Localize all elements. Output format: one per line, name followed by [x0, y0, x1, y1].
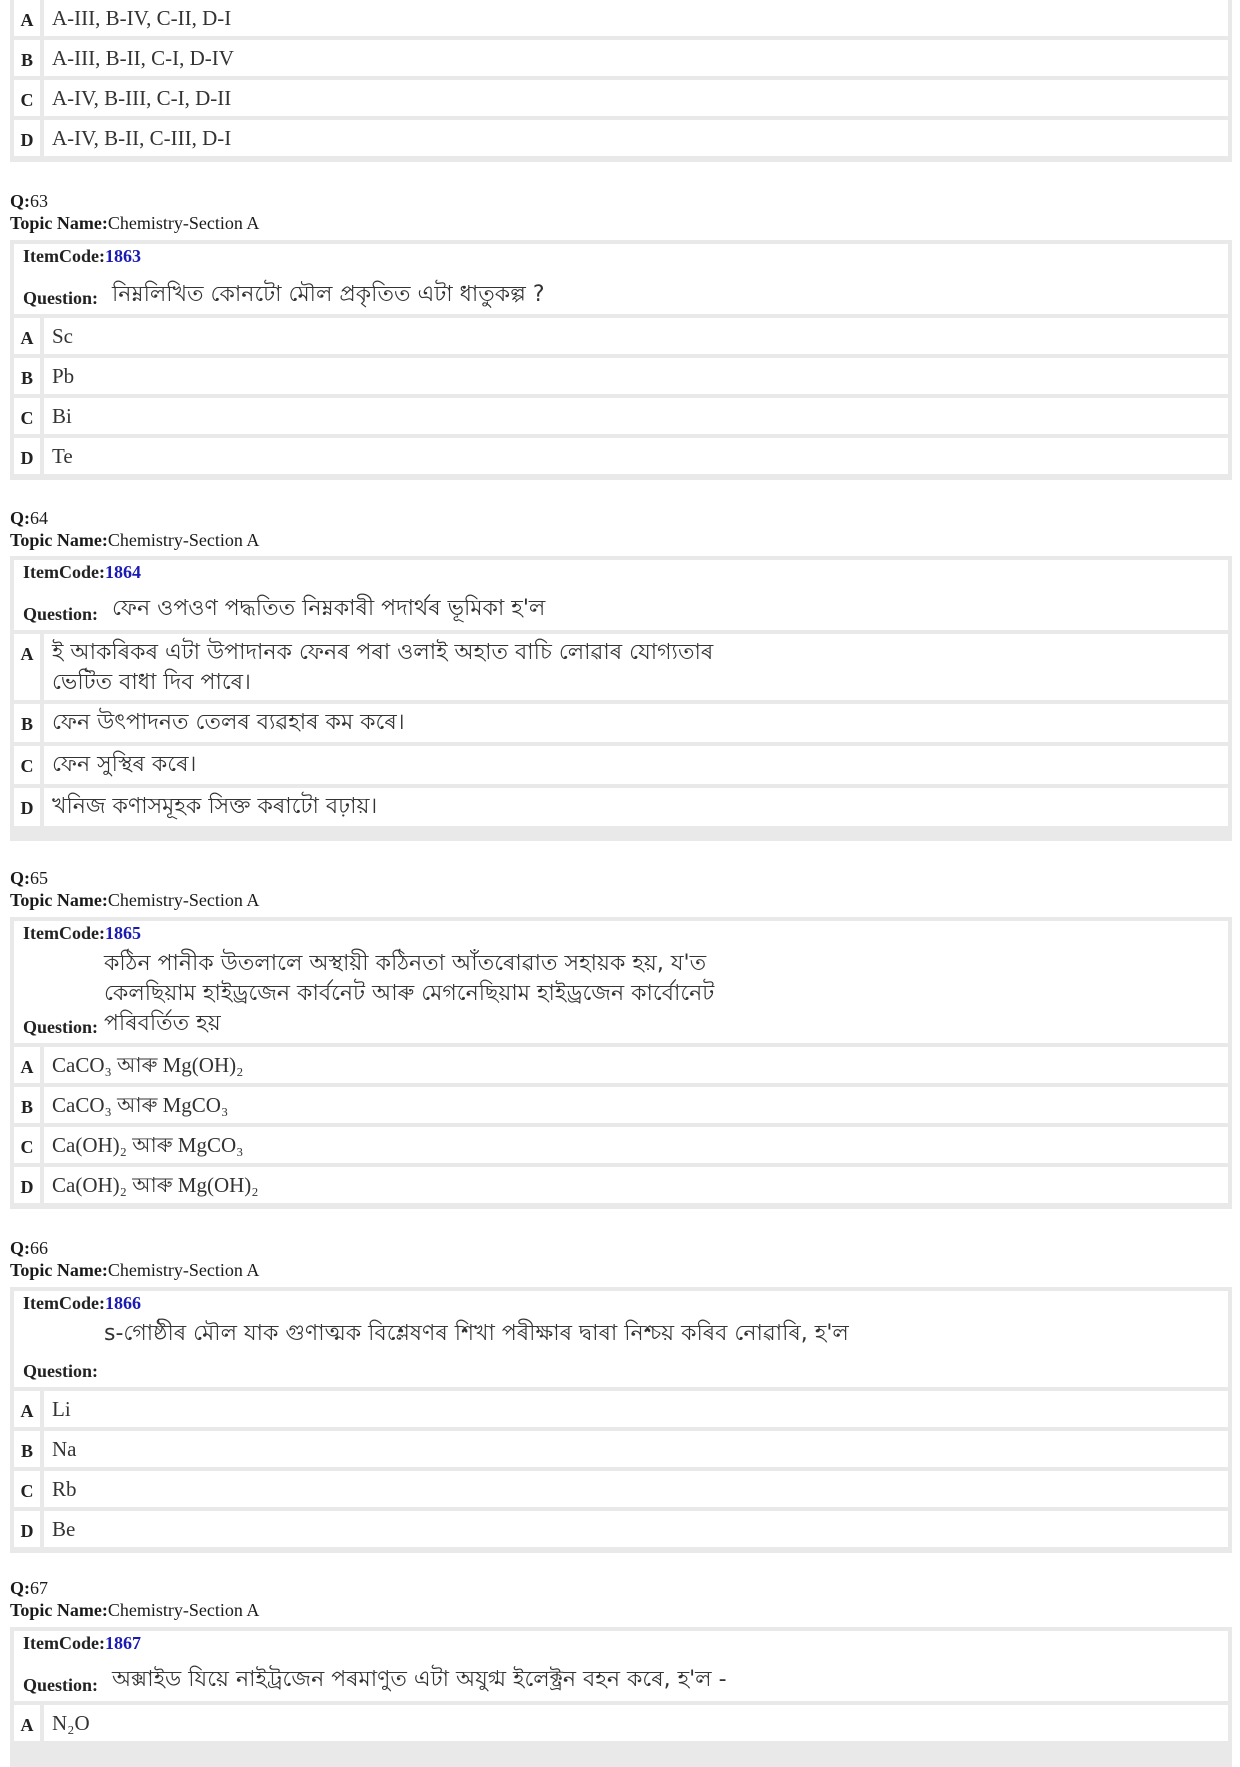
- option-row: [14, 1511, 1228, 1547]
- option-row: [14, 1471, 1228, 1507]
- option-text: Pb: [52, 364, 75, 388]
- question-box: [10, 1627, 1232, 1767]
- option-letter: B: [14, 1431, 44, 1467]
- item-code: ItemCode:1865: [23, 923, 141, 943]
- question-cell: [14, 1291, 1228, 1387]
- question-header: [10, 1237, 259, 1281]
- question-label: Question:: [23, 1017, 99, 1037]
- option-text: Rb: [52, 1477, 77, 1501]
- topic-name: Topic Name:Chemistry-Section A: [10, 213, 260, 233]
- option-text: A-III, B-II, C-I, D-IV: [52, 46, 234, 70]
- question-cell: [14, 560, 1228, 630]
- option-row: [14, 1127, 1228, 1163]
- option-letter: A: [14, 1047, 44, 1083]
- option-text: A-IV, B-II, C-III, D-I: [52, 126, 232, 150]
- option-row: [14, 438, 1228, 474]
- topic-name: Topic Name:Chemistry-Section A: [10, 890, 260, 910]
- option-text: Sc: [52, 324, 73, 348]
- option-row: [14, 318, 1228, 354]
- item-code: ItemCode:1867: [23, 1633, 141, 1653]
- question-text: s-গোষ্ঠীৰ মৌল যাক গুণাত্মক বিশ্লেষণৰ শিখা পৰীক্ষাৰ দ্বাৰা নিশ্চয় কৰিব নোৱাৰি, হ'ল: [104, 1321, 849, 1346]
- option-row: [14, 746, 1228, 784]
- question-number: Q:63: [10, 191, 48, 211]
- question-text: অক্সাইড যিয়ে নাইট্ৰজেন পৰমাণুত এটা অযুগ্ম ইলেক্ট্ৰন বহন কৰে, হ'ল -: [112, 1667, 727, 1692]
- option-text: CaCO₃ আৰু MgCO₃: [52, 1093, 229, 1117]
- option-text: খনিজ কণাসমূহক সিক্ত কৰাটো বঢ়ায়।: [52, 794, 378, 819]
- question-label: Question:: [23, 1361, 99, 1381]
- question-box: [10, 917, 1232, 1209]
- option-text: ই আকৰিকৰ এটা উপাদানক ফেনৰ পৰা ওলাই অহাত বাচি লোৱাৰ যোগ্যতাৰ ভেটিত বাধা দিব পাৰে।: [52, 640, 714, 695]
- option-text: A-IV, B-III, C-I, D-II: [52, 86, 232, 110]
- option-text: Bi: [52, 404, 72, 428]
- question-number: Q:64: [10, 508, 48, 528]
- option-text: Ca(OH)₂ আৰু MgCO₃: [52, 1133, 244, 1157]
- option-letter: D: [14, 1167, 44, 1203]
- option-row: [14, 1705, 1228, 1741]
- option-row: [14, 40, 1228, 76]
- item-code: ItemCode:1864: [23, 562, 141, 582]
- question-number: Q:67: [10, 1578, 48, 1598]
- option-text: Te: [52, 444, 73, 468]
- option-letter: B: [14, 1087, 44, 1123]
- topic-name: Topic Name:Chemistry-Section A: [10, 1600, 260, 1620]
- option-letter: D: [14, 788, 44, 826]
- option-letter: C: [14, 398, 44, 434]
- question-cell: [14, 1631, 1228, 1701]
- question-number: Q:65: [10, 868, 48, 888]
- option-letter: B: [14, 704, 44, 742]
- option-row: [14, 1047, 1228, 1083]
- option-letter: A: [14, 634, 44, 700]
- option-row: [14, 80, 1228, 116]
- option-row: [14, 704, 1228, 742]
- topic-name: Topic Name:Chemistry-Section A: [10, 530, 260, 550]
- question-cell: [14, 921, 1228, 1043]
- question-label: Question:: [23, 288, 99, 308]
- option-text: Be: [52, 1517, 76, 1541]
- option-letter: C: [14, 746, 44, 784]
- option-letter: D: [14, 120, 44, 156]
- option-row: [14, 1167, 1228, 1203]
- option-row: [14, 358, 1228, 394]
- option-row: [14, 788, 1228, 826]
- option-text: Na: [52, 1437, 77, 1461]
- option-letter: B: [14, 40, 44, 76]
- option-row: [14, 120, 1228, 156]
- option-letter: C: [14, 80, 44, 116]
- option-text: ফেন সুস্থিৰ কৰে।: [52, 752, 197, 777]
- question-header: [10, 1577, 259, 1621]
- option-row: [14, 0, 1228, 36]
- question-box: [10, 240, 1232, 480]
- option-text: A-III, B-IV, C-II, D-I: [52, 6, 232, 30]
- option-text: ফেন উৎপাদনত তেলৰ ব্যৱহাৰ কম কৰে।: [52, 710, 405, 735]
- option-letter: A: [14, 1391, 44, 1427]
- question-text: নিম্নলিখিত কোনটো মৌল প্ৰকৃতিত এটা ধাতুকল্প ?: [112, 282, 545, 307]
- question-cell: [14, 244, 1228, 314]
- option-row: [14, 1391, 1228, 1427]
- question-label: Question:: [23, 1675, 99, 1695]
- item-code: ItemCode:1866: [23, 1293, 141, 1313]
- question-label: Question:: [23, 604, 99, 624]
- question-text: কঠিন পানীক উতলালে অস্থায়ী কঠিনতা আঁতৰোৱাত সহায়ক হয়, য'ত কেলছিয়াম হাইড্ৰজেন কাৰ্বনেট আৰু মেগনেছিয়াম হাইড্ৰজেন কাৰ্বোনেট পৰিবৰ্তিত হয়: [104, 951, 715, 1036]
- question-header: [10, 507, 259, 551]
- option-row: [14, 398, 1228, 434]
- option-row: [14, 1087, 1228, 1123]
- option-letter: A: [14, 1705, 44, 1741]
- question-text: ফেন ওপওণ পদ্ধতিত নিম্নকাৰী পদাৰ্থৰ ভূমিকা হ'ল: [112, 596, 546, 621]
- question-box: [10, 1287, 1232, 1553]
- question-number: Q:66: [10, 1238, 48, 1258]
- prev-options-box: [10, 0, 1232, 162]
- option-letter: C: [14, 1127, 44, 1163]
- question-header: [10, 867, 259, 911]
- option-letter: C: [14, 1471, 44, 1507]
- option-text: Ca(OH)₂ আৰু Mg(OH)₂: [52, 1173, 259, 1197]
- option-text: CaCO₃ আৰু Mg(OH)₂: [52, 1053, 244, 1077]
- question-box: [10, 556, 1232, 841]
- question-header: [10, 190, 259, 234]
- option-letter: A: [14, 0, 44, 36]
- option-text: N₂O: [52, 1711, 90, 1735]
- option-text: Li: [52, 1397, 71, 1421]
- option-letter: D: [14, 1511, 44, 1547]
- option-letter: B: [14, 358, 44, 394]
- option-row: [14, 1431, 1228, 1467]
- topic-name: Topic Name:Chemistry-Section A: [10, 1260, 260, 1280]
- item-code: ItemCode:1863: [23, 246, 141, 266]
- option-letter: D: [14, 438, 44, 474]
- option-letter: A: [14, 318, 44, 354]
- option-row: [14, 634, 1228, 700]
